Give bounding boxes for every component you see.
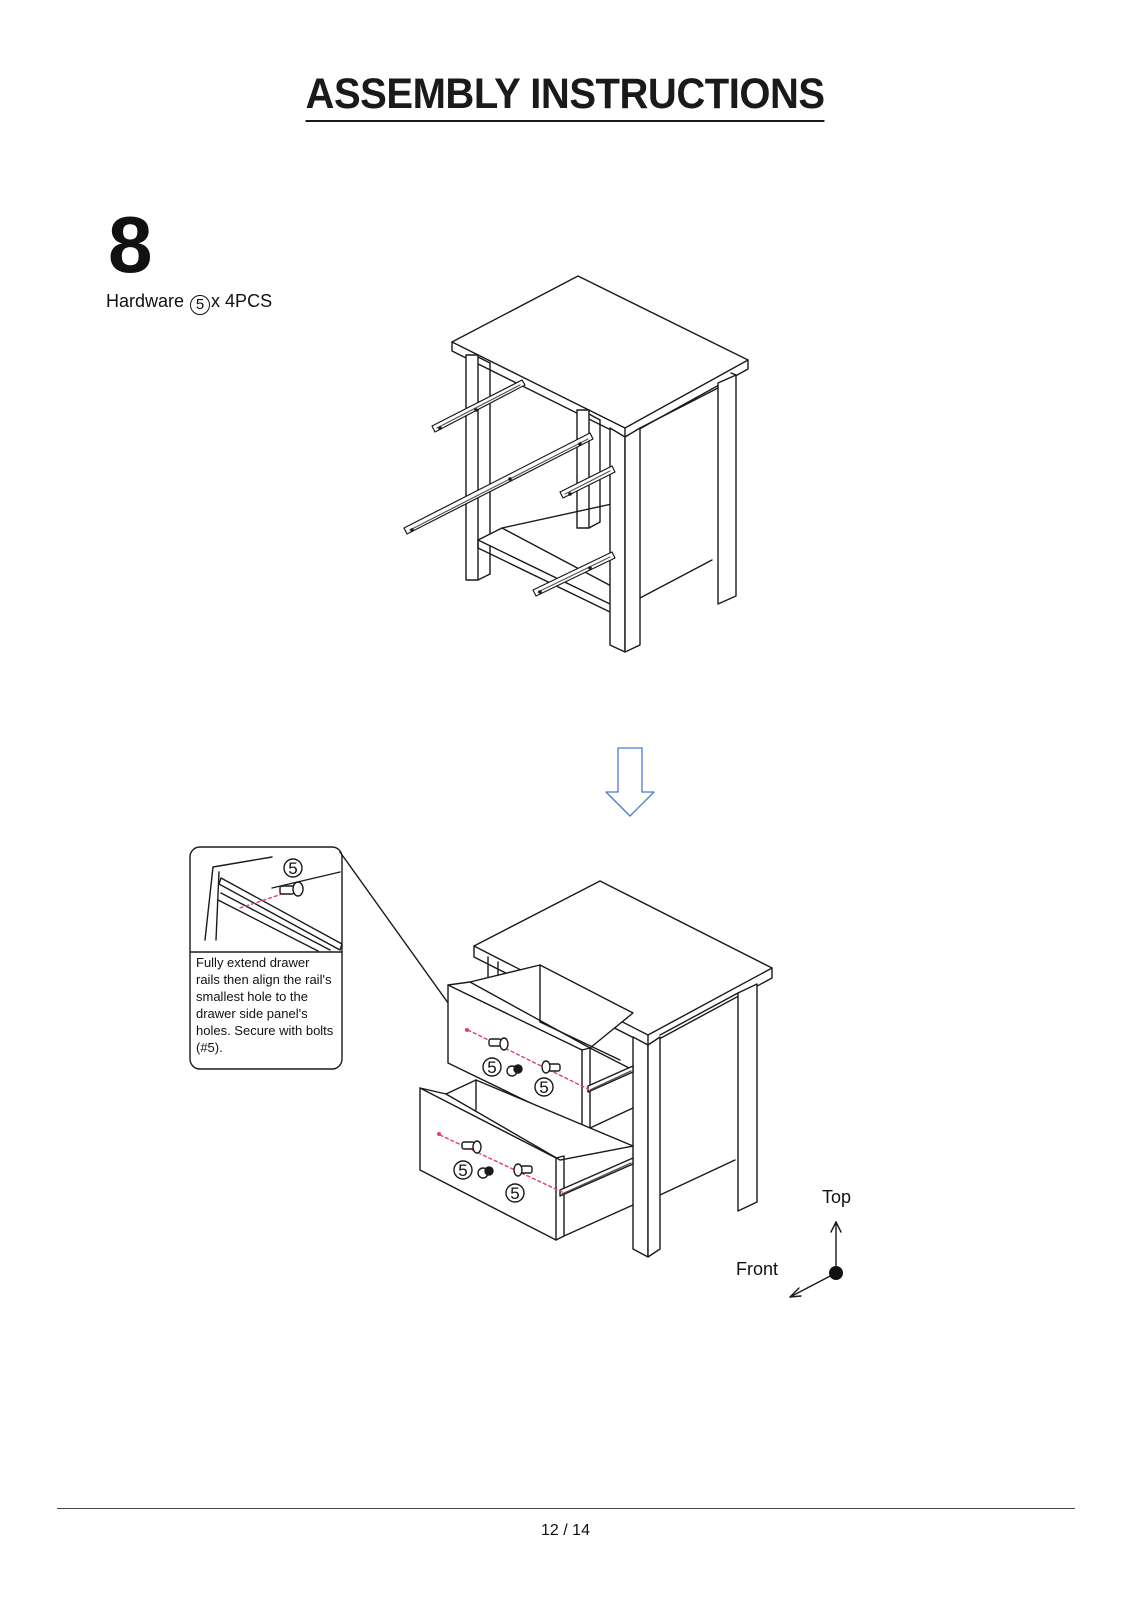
hardware-label: Hardware	[106, 291, 185, 311]
hardware-quantity: x 4PCS	[211, 291, 273, 311]
nightstand-with-drawers	[420, 881, 772, 1257]
orientation-front-label: Front	[736, 1259, 779, 1279]
orientation-indicator	[790, 1222, 843, 1297]
part-label-3: 5	[458, 1161, 468, 1180]
part-label-1: 5	[487, 1058, 497, 1077]
footer-divider	[57, 1508, 1075, 1509]
part-label-4: 5	[510, 1184, 520, 1203]
part-label-2: 5	[539, 1078, 549, 1097]
page-title-text: ASSEMBLY INSTRUCTIONS	[306, 70, 825, 122]
callout-part-number: 5	[288, 859, 298, 878]
down-arrow-icon	[606, 748, 654, 816]
step-number: 8	[108, 200, 153, 289]
hardware-part-number: 5	[190, 295, 210, 315]
orientation-top-label: Top	[822, 1187, 852, 1207]
nightstand-frame-with-rails	[404, 276, 748, 652]
callout-instructions: Fully extend drawer rails then align the rail's smallest hole to the drawer side panel's holes. Secure with bolts (#5).	[196, 955, 334, 1055]
page-number: 12 / 14	[541, 1522, 590, 1539]
